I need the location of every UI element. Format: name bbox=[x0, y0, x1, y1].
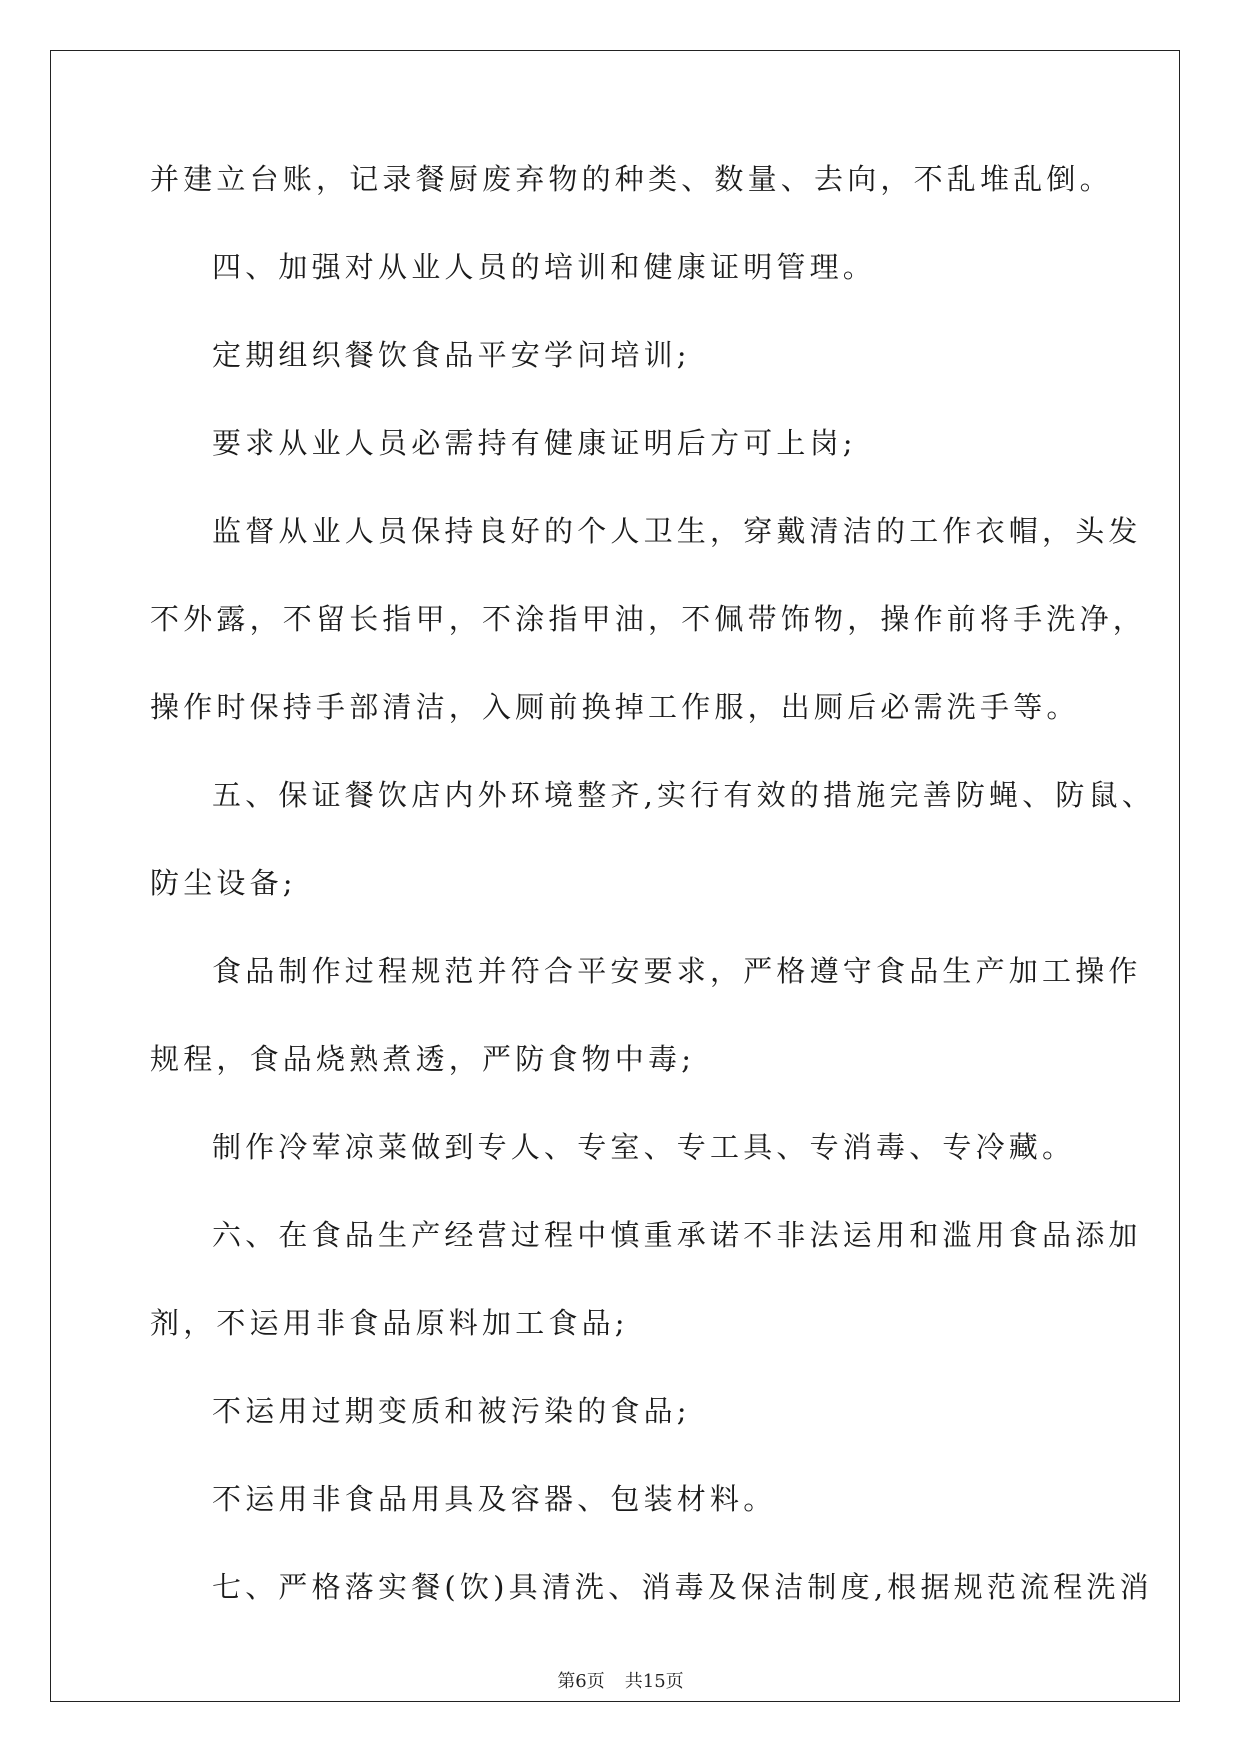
paragraph-line: 不运用过期变质和被污染的食品; bbox=[212, 1394, 691, 1428]
paragraph-line: 定期组织餐饮食品平安学问培训; bbox=[212, 338, 691, 372]
document-body bbox=[150, 162, 1156, 1661]
page-footer bbox=[0, 1672, 1241, 1692]
page-number: 第6页 bbox=[557, 1671, 605, 1692]
paragraph-line: 并建立台账，记录餐厨废弃物的种类、数量、去向，不乱堆乱倒。 bbox=[150, 162, 1113, 196]
paragraph-line: 要求从业人员必需持有健康证明后方可上岗; bbox=[212, 426, 857, 460]
page-total: 共15页 bbox=[624, 1671, 684, 1692]
paragraph-line: 食品制作过程规范并符合平安要求，严格遵守食品生产加工操作 bbox=[212, 954, 1142, 988]
paragraph-line: 规程，食品烧熟煮透，严防食物中毒; bbox=[150, 1042, 696, 1076]
paragraph-line: 制作冷荤凉菜做到专人、专室、专工具、专消毒、专冷藏。 bbox=[212, 1130, 1076, 1164]
paragraph-line: 四、加强对从业人员的培训和健康证明管理。 bbox=[212, 250, 877, 284]
paragraph-line: 剂，不运用非食品原料加工食品; bbox=[150, 1306, 629, 1340]
paragraph-line: 不运用非食品用具及容器、包装材料。 bbox=[212, 1482, 777, 1516]
paragraph-line: 监督从业人员保持良好的个人卫生，穿戴清洁的工作衣帽，头发 bbox=[212, 514, 1142, 548]
paragraph-line: 七、严格落实餐(饮)具清洗、消毒及保洁制度,根据规范流程洗消 bbox=[212, 1570, 1153, 1604]
paragraph-line: 五、保证餐饮店内外环境整齐,实行有效的措施完善防蝇、防鼠、 bbox=[212, 778, 1156, 812]
paragraph-line: 操作时保持手部清洁，入厕前换掉工作服，出厕后必需洗手等。 bbox=[150, 690, 1080, 724]
paragraph-line: 六、在食品生产经营过程中慎重承诺不非法运用和滥用食品添加 bbox=[212, 1218, 1142, 1252]
paragraph-line: 不外露，不留长指甲，不涂指甲油，不佩带饰物，操作前将手洗净， bbox=[150, 602, 1147, 636]
paragraph-line: 防尘设备; bbox=[150, 866, 297, 900]
